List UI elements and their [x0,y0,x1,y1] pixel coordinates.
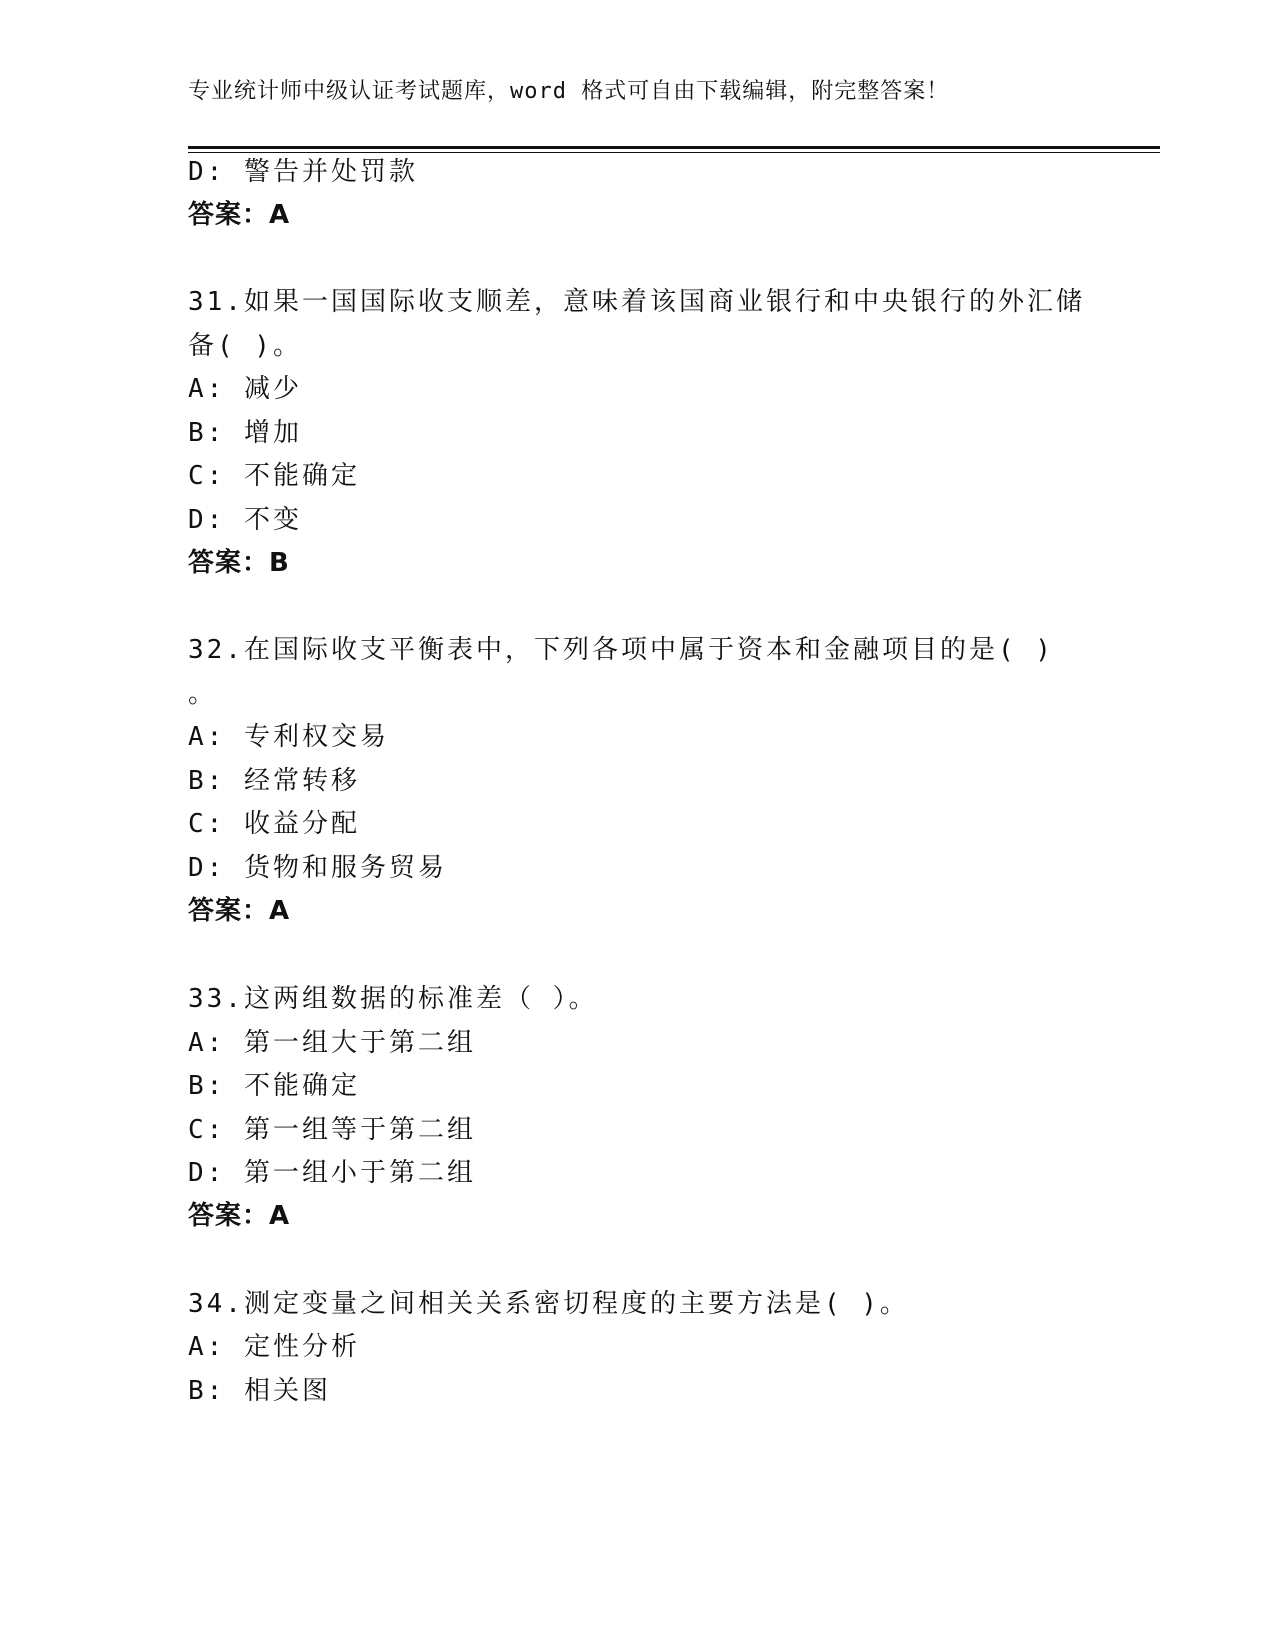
header-rule-thin [188,152,1160,153]
question-stem: 31.如果一国国际收支顺差，意味着该国商业银行和中央银行的外汇储 [188,287,1085,317]
answer: 答案：A [188,1201,291,1231]
option-b: B: 增加 [188,418,302,448]
option-a: A: 第一组大于第二组 [188,1028,476,1058]
option-c: C: 收益分配 [188,809,360,839]
question-stem: 32.在国际收支平衡表中，下列各项中属于资本和金融项目的是( ) [188,635,1054,665]
header-text: 专业统计师中级认证考试题库，word 格式可自由下载编辑，附完整答案！ [188,79,950,104]
option-c: C: 不能确定 [188,461,360,491]
option-a: A: 定性分析 [188,1332,360,1362]
question-stem: 34.测定变量之间相关关系密切程度的主要方法是( )。 [188,1289,909,1319]
option-d: D: 第一组小于第二组 [188,1158,476,1188]
option-d: D: 货物和服务贸易 [188,853,447,883]
question-stem: 33.这两组数据的标准差（ ）。 [188,984,598,1014]
option-a: A: 减少 [188,374,302,404]
header-rule-thick [188,146,1160,149]
option-b: B: 相关图 [188,1376,331,1406]
option-d: D: 不变 [188,505,302,535]
option-d: D: 警告并处罚款 [188,157,418,187]
answer: 答案：B [188,548,290,578]
answer: 答案：A [188,200,291,230]
answer: 答案：A [188,896,291,926]
question-stem-continued: 。 [188,679,218,709]
option-b: B: 经常转移 [188,766,360,796]
option-b: B: 不能确定 [188,1071,360,1101]
option-a: A: 专利权交易 [188,722,389,752]
question-stem-continued: 备( )。 [188,331,302,361]
option-c: C: 第一组等于第二组 [188,1115,476,1145]
